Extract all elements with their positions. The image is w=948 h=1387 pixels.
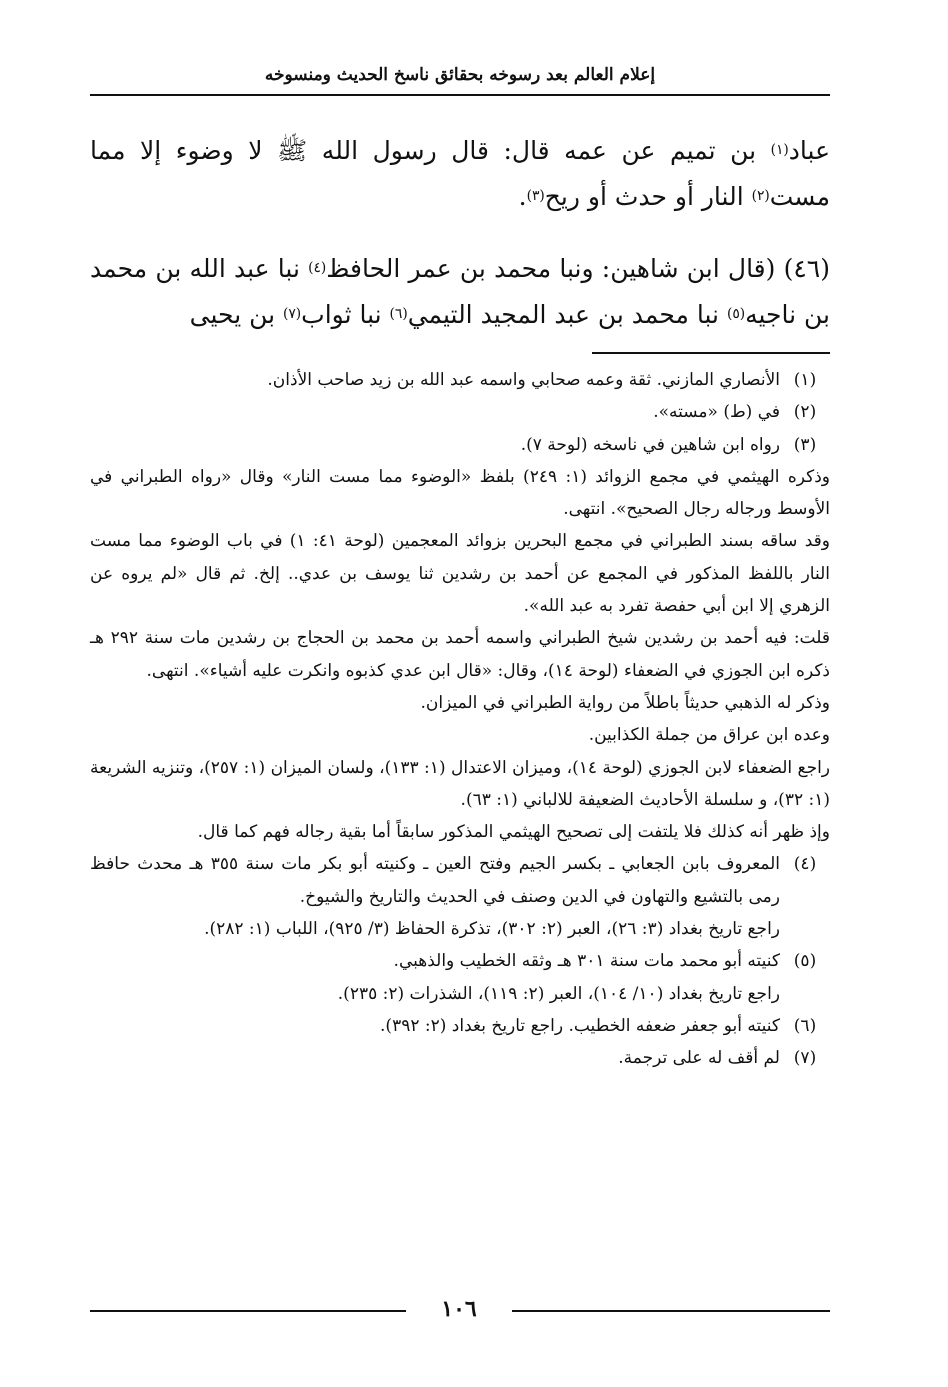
footnote-number: (٥) — [793, 951, 817, 972]
footnote-separator — [592, 352, 830, 354]
footnote-text: راجع تاريخ بغداد (٣: ٢٦)، العبر (٢: ٣٠٢)، تذكرة الحفاظ (٣/ ٩٢٥)، اللباب (١: ٢٨٢). — [204, 919, 780, 940]
footnote-text: كنيته أبو محمد مات سنة ٣٠١ هـ وثقه الخطيب والذهبي. — [393, 951, 780, 972]
footer-rule-right — [512, 1310, 830, 1312]
footnote-text: الأنصاري المازني. ثقة وعمه صحابي واسمه عبد الله بن زيد صاحب الأذان. — [267, 370, 780, 390]
footnote-3-paragraph: راجع الضعفاء لابن الجوزي (لوحة ١٤)، وميزان الاعتدال (١: ١٣٣)، ولسان الميزان (١: ٢٥٧)، وتنزيه الشريعة (١: ٣٢)، و سلسلة الأحاديث الضعيفة للالباني (١: ٦٣). — [90, 757, 831, 810]
footnote-2 — [90, 396, 830, 428]
footnote-number: (٢) — [793, 402, 817, 423]
footnote-text: رواه ابن شاهين في ناسخه (لوحة ٧). — [520, 434, 780, 455]
footnote-text: المعروف بابن الجعابي ـ بكسر الجيم وفتح العين ـ وكنيته أبو بكر مات سنة ٣٥٥ هـ محدث حافظ رمى بالتشيع والتهاون في الدين وصنف في الحديث والتاريخ والشيوخ. — [90, 854, 780, 907]
footnote-ref-3[interactable]: (٣) — [526, 188, 545, 205]
footnotes — [90, 364, 830, 1075]
footnote-1 — [90, 364, 830, 396]
footnote-ref-4[interactable]: (٤) — [308, 260, 327, 277]
main-paragraph-2: (٤٦) (قال ابن شاهين: ونبا محمد بن عمر الحافظ$^{(٤)}$ نبا عبد الله بن محمد بن ناجيه$^{(٥)}$ نبا محمد بن عبد المجيد التيمي$^{(٦)}$ نبا ثواب$^{(٧)}$ بن يحيى — [90, 254, 830, 329]
footnote-ref-6[interactable]: (٦) — [389, 306, 408, 323]
footnote-number: (٦) — [793, 1015, 817, 1036]
main-text — [90, 128, 830, 338]
footnote-number: (٧) — [793, 1048, 817, 1069]
footnote-3-paragraph: قلت: فيه أحمد بن رشدين شيخ الطبراني واسمه أحمد بن محمد بن الحجاج بن رشدين مات سنة ٢٩٢ هـ ذكره ابن الجوزي في الضعفاء (لوحة ١٤)، وقال: «قال ابن عدي كذبوه وانكرت عليه أشياء». انتهى. — [90, 628, 830, 681]
footnote-ref-1[interactable]: (١) — [770, 142, 789, 159]
footnote-text: كنيته أبو جعفر ضعفه الخطيب. راجع تاريخ بغداد (٢: ٣٩٢). — [380, 1015, 780, 1036]
footnote-ref-7[interactable]: (٧) — [283, 306, 302, 323]
page-number: ١٠٦ — [441, 1296, 477, 1322]
main-paragraph-1: عباد$^{(١)}$ بن تميم عن عمه قال: قال رسول الله ﷺ لا وضوء إلا مما مست$^{(٢)}$ النار أو حدث أو ريح$^{(٣)}$. — [90, 136, 830, 211]
footnote-7 — [90, 1042, 830, 1074]
running-title: إعلام العالم بعد رسوخه بحقائق ناسخ الحديث ومنسوخه — [264, 65, 656, 85]
footnote-3-paragraph: وقد ساقه بسند الطبراني في مجمع البحرين بزوائد المعجمين (لوحة ٤١: ١) في باب الوضوء مما مست النار باللفظ المذكور في المجمع عن أحمد بن رشدين ثنا يوسف بن عدي.. إلخ. ثم قال «لم يروه عن الزهري إلا ابن أبي حفصة تفرد به عبد الله». — [90, 531, 830, 617]
footnote-text: لم أقف له على ترجمة. — [618, 1048, 780, 1069]
footnote-3 — [90, 429, 830, 461]
footnote-6 — [90, 1010, 830, 1042]
header-rule — [90, 94, 830, 96]
footnote-3-paragraph: وذكره الهيثمي في مجمع الزوائد (١: ٢٤٩) بلفظ «الوضوء مما مست النار» وقال «رواه الطبراني في الأوسط ورجاله رجال الصحيح». انتهى. — [90, 466, 830, 520]
footnote-number: (٣) — [793, 434, 817, 455]
footnote-text: راجع تاريخ بغداد (١٠/ ١٠٤)، العبر (٢: ١١٩)، الشذرات (٢: ٢٣٥). — [337, 983, 780, 1004]
footnote-number: (١) — [793, 370, 817, 390]
footnote-text: في (ط) «مسته». — [653, 402, 780, 423]
footnote-4 — [90, 848, 830, 945]
footnote-number: (٤) — [793, 854, 817, 875]
footer-rule-left — [90, 1310, 406, 1312]
footnote-ref-5[interactable]: (٥) — [726, 306, 746, 323]
footnote-3-paragraph: وذكر له الذهبي حديثاً باطلاً من رواية الطبراني في الميزان. — [420, 692, 830, 713]
footnote-ref-2[interactable]: (٢) — [751, 188, 770, 205]
footnote-3-paragraph: وإذ ظهر أنه كذلك فلا يلتفت إلى تصحيح الهيثمي المذكور سابقاً أما بقية رجاله فهم كما قال. — [197, 822, 830, 843]
footnote-3-paragraph: وعده ابن عراق من جملة الكذابين. — [588, 725, 830, 746]
footnote-5 — [90, 945, 830, 1010]
